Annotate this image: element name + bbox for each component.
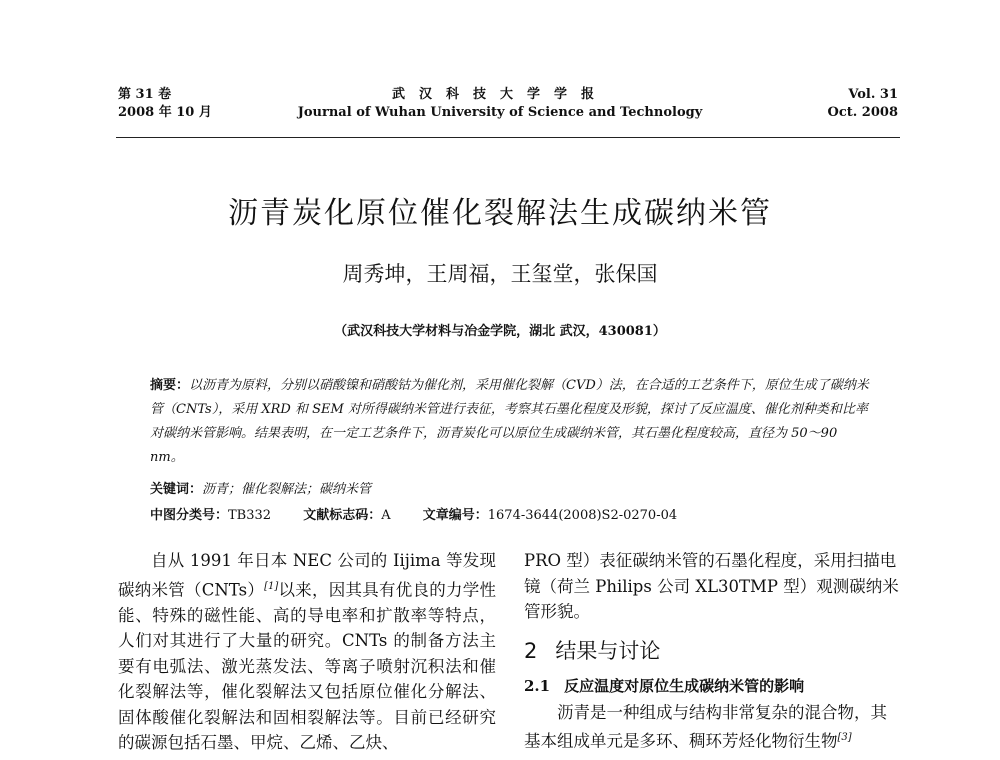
date-en: Oct. 2008 <box>827 105 898 120</box>
doc-code-label: 文献标志码： <box>303 508 382 523</box>
abstract-text: 以沥青为原料，分别以硝酸镍和硝酸钴为催化剂，采用催化裂解（CVD）法，在合适的工艺条件下，原位生成了碳纳米管（CNTs），采用 XRD 和 SEM 对所得碳纳米管进行表征，考察其石墨化程度及形貌，探讨了反应温度、催化剂种类和比率对碳纳米管影响。结果表明，在一定工艺条件下，沥青炭化可以原位生成碳纳米管，其石墨化程度较高，直径为 50～90 nm。 <box>150 378 869 465</box>
article-id-label: 文章编号： <box>422 508 488 523</box>
paper-title: 沥青炭化原位催化裂解法生成碳纳米管 <box>228 196 772 231</box>
section-2-heading: 2 结果与讨论 <box>524 638 661 663</box>
author-list: 周秀坤，王周福，王玺堂，张保国 <box>342 262 658 286</box>
keywords <box>150 478 371 497</box>
keywords-label: 关键词： <box>150 482 203 497</box>
affiliation: （武汉科技大学材料与冶金学院，湖北 武汉，430081） <box>334 324 666 339</box>
header-divider <box>116 137 900 138</box>
clc-value: TB332 <box>228 508 272 523</box>
method-paragraph: PRO 型）表征碳纳米管的石墨化程度，采用扫描电镜（荷兰 Philips 公司 XL30TMP 型）观测碳纳米管形貌。 <box>524 551 899 621</box>
section-2-1-heading: 2.1 反应温度对原位生成碳纳米管的影响 <box>524 677 805 695</box>
body-left-column <box>118 548 496 756</box>
volume-cn: 第 31 卷 <box>118 87 172 102</box>
article-id-value: 1674-3644(2008)S2-0270-04 <box>487 508 678 523</box>
journal-name-cn: 武汉科技大学学报 <box>391 87 608 102</box>
intro-paragraph: 自从 1991 年日本 NEC 公司的 Iijima 等发现碳纳米管（CNTs）[1]以来，因其具有优良的力学性能、特殊的磁性能、高的导电率和扩散率等特点，人们对其进行了大量的研究。CNTs 的制备方法主要有电弧法、激光蒸发法、等离子喷射沉积法和催化裂解法等，催化裂解法又包括原位催化分解法、固体酸催化裂解法和固相裂解法等。目前已经研究的碳源包括石墨、甲烷、乙烯、乙炔、 <box>118 551 497 752</box>
clc-label: 中图分类号： <box>150 508 229 523</box>
date-cn: 2008 年 10 月 <box>118 105 212 120</box>
citation-ref-3: [3] <box>837 732 852 743</box>
body-right-column <box>524 548 902 754</box>
results-paragraph: 沥青是一种组成与结构非常复杂的混合物，其基本组成单元是多环、稠环芳烃化物衍生物[3] <box>524 702 887 751</box>
keywords-text: 沥青；催化裂解法；碳纳米管 <box>202 482 372 497</box>
citation-ref-1: [1] <box>264 580 279 592</box>
classification-line <box>150 504 705 523</box>
abstract-label: 摘要： <box>150 378 190 393</box>
header-right <box>828 86 898 122</box>
doc-code-value: A <box>381 508 391 523</box>
volume-en: Vol. 31 <box>848 87 898 102</box>
journal-name-en: Journal of Wuhan University of Science and Technology <box>297 105 703 120</box>
abstract <box>150 374 870 470</box>
